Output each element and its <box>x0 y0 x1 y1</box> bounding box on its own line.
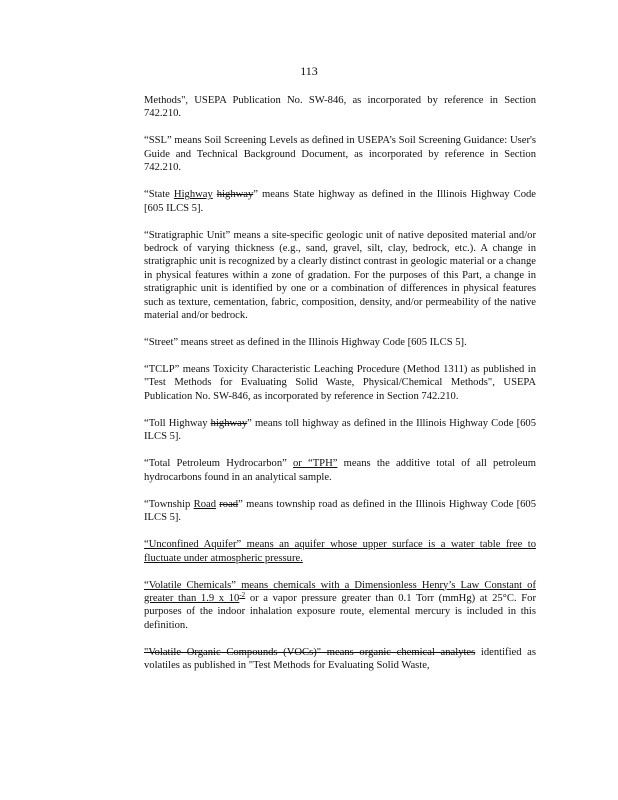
text-run: Highway <box>173 189 213 201</box>
text-run: “SSL” means Soil Screening Levels as defined in USEPA’s Soil Screening Guidance: User's Guide and Technical Background Document, as incorporated by reference in Section 742.210. <box>144 135 536 174</box>
text-run: identified as volatiles as published in "Test Methods for Evaluating Solid Waste, <box>144 646 536 672</box>
definition-methods-cont <box>144 94 536 121</box>
text-run: highway <box>216 189 254 201</box>
text-run: -2 <box>239 590 246 599</box>
text-run: ” means State highway as defined in the Illinois Highway Code [605 ILCS 5]. <box>144 189 536 214</box>
text-run: "Volatile Organic Compounds (VOCs)" means organic chemical analytes <box>144 646 476 658</box>
text-run: “TCLP” means Toxicity Characteristic Leaching Procedure (Method 1311) as published in "Test Methods for Evaluating Solid Waste, Physical/Chemical Methods", USEPA Publication No. SW-846, as incorporated by reference in Section 742.210. <box>144 364 536 402</box>
text-run: Methods", USEPA Publication No. SW-846, as incorporated by reference in Section 742.210. <box>144 95 536 120</box>
definition-tph <box>144 457 536 484</box>
definition-tclp <box>144 363 536 403</box>
text-run: “Stratigraphic Unit” means a site-specific geologic unit of native deposited material and/or bedrock of varying thickness (e.g., sand, gravel, silt, clay, bedrock, etc.). A change in stratigraphic unit is recognized by a clearly distinct contrast in geologic material or a change in physical features within a zone of gradation. For the purposes of this Part, a change in stratigraphic unit is identified by one or a combination of differences in physical features such as texture, cementation, fabric, composition, density, and/or permeability of the native material and/or bedrock. <box>144 229 536 322</box>
text-run: “Toll Highway <box>144 417 211 429</box>
definition-ssl <box>144 134 536 174</box>
definition-township-road <box>144 498 536 525</box>
text-run: road <box>219 498 239 510</box>
text-run: “Unconfined Aquifer” means an aquifer whose upper surface is a water table free to fluctuate under atmospheric pressure. <box>144 539 536 564</box>
text-run: ” means toll highway as defined in the Illinois Highway Code [605 ILCS 5]. <box>144 417 536 443</box>
text-run: or a vapor pressure greater than 0.1 Torr (mmHg) at 25°C. For purposes of the indoor inhalation exposure route, elemental mercury is included in this definition. <box>144 592 536 631</box>
definition-state-highway <box>144 188 536 215</box>
text-run: “Volatile Chemicals” means chemicals with a Dimensionless Henry’s Law Constant of greater than 1.9 x 10 <box>144 579 536 604</box>
page-number: 113 <box>300 64 318 78</box>
text-run: ” means township road as defined in the Illinois Highway Code [605 ILCS 5]. <box>144 498 536 524</box>
definition-unconfined-aquifer <box>144 538 536 565</box>
definition-volatile-chemicals <box>144 579 536 633</box>
text-run: or “TPH” <box>293 458 338 470</box>
text-run: highway <box>210 417 248 429</box>
text-run: Road <box>193 498 216 510</box>
text-run: “State <box>144 189 174 201</box>
text-run: “Street” means street as defined in the Illinois Highway Code [605 ILCS 5]. <box>144 337 467 349</box>
definition-voc <box>144 646 536 673</box>
text-run: “Total Petroleum Hydrocarbon” <box>144 458 293 470</box>
definition-street <box>144 336 536 349</box>
text-run: means the additive total of all petroleum hydrocarbons found in an analytical sample. <box>144 458 536 483</box>
definition-stratigraphic-unit <box>144 229 536 323</box>
text-run: “Township <box>144 498 194 510</box>
definition-toll-highway <box>144 417 536 444</box>
definitions-body <box>144 94 536 686</box>
